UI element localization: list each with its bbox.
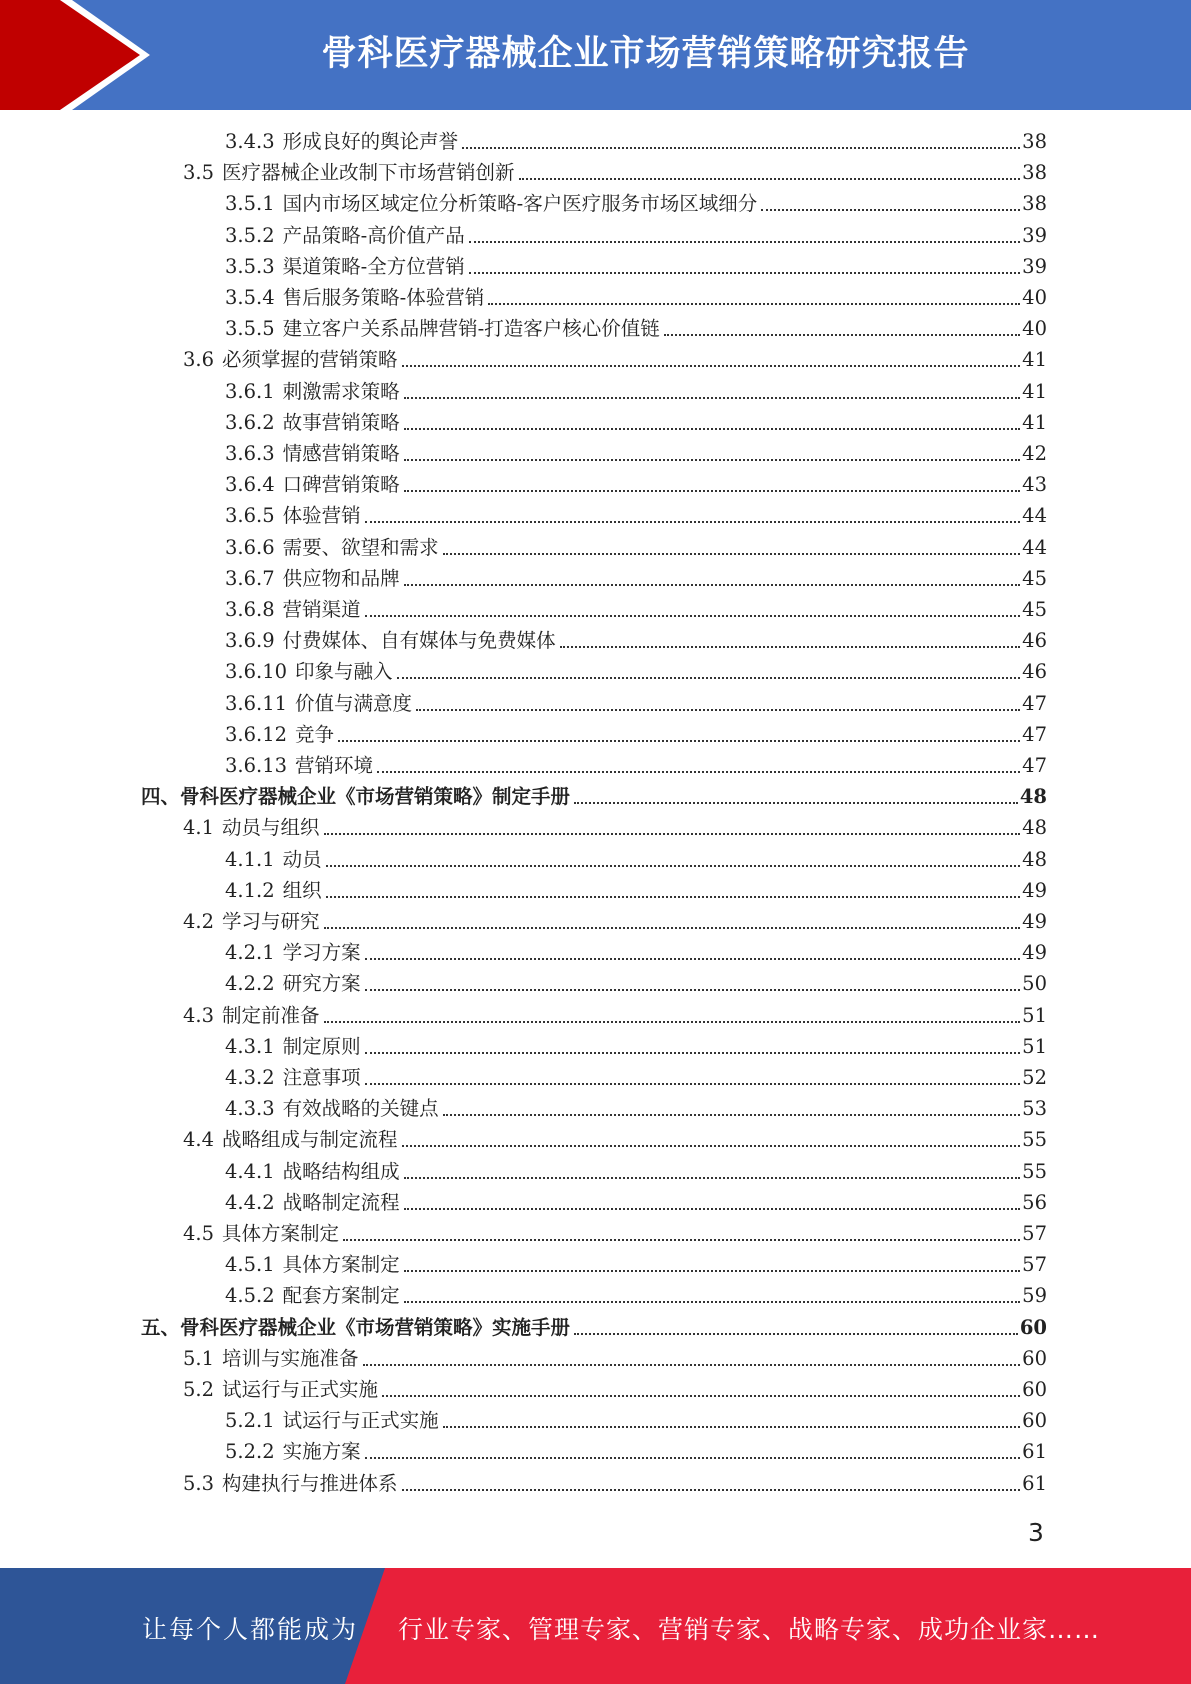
toc-entry-title: 学习方案 — [282, 941, 361, 965]
toc-entry-page: 51 — [1022, 1003, 1047, 1027]
toc-entry[interactable] — [225, 844, 1047, 875]
toc-entry-number: 3.6.9 — [225, 629, 275, 653]
toc-entry-number: 4.5 — [183, 1222, 215, 1245]
toc-entry[interactable] — [225, 1405, 1047, 1436]
toc-entry-number: 5.2.2 — [225, 1440, 275, 1464]
toc-entry-title: 需要、欲望和需求 — [282, 535, 439, 559]
toc-entry-title: 战略组成与制定流程 — [222, 1128, 398, 1152]
toc-entry-number: 3.5.4 — [225, 286, 275, 309]
toc-entry-page: 45 — [1022, 566, 1047, 590]
toc-entry-page: 41 — [1022, 379, 1047, 403]
toc-entry[interactable] — [183, 1468, 1047, 1499]
toc-dot-leader — [324, 927, 1021, 929]
toc-entry[interactable] — [183, 157, 1047, 188]
toc-dot-leader — [443, 1114, 1021, 1116]
toc-dot-leader — [404, 490, 1021, 492]
toc-entry-number: 3.5 — [183, 161, 215, 185]
toc-entry-title: 试运行与正式实施 — [222, 1378, 379, 1401]
toc-entry-number: 5.1 — [183, 1346, 215, 1370]
toc-entry[interactable] — [225, 1280, 1047, 1311]
toc-dot-leader — [402, 365, 1021, 367]
toc-dot-leader — [365, 989, 1021, 991]
toc-dot-leader — [338, 740, 1020, 742]
toc-entry-title: 体验营销 — [282, 504, 361, 528]
toc-entry-number: 3.6.7 — [225, 566, 275, 590]
toc-entry[interactable] — [183, 906, 1047, 937]
toc-entry-page: 59 — [1022, 1284, 1047, 1308]
toc-entry-page: 38 — [1022, 192, 1047, 216]
toc-entry-number: 4.2.1 — [225, 941, 275, 965]
toc-entry-title: 骨科医疗器械企业《市场营销策略》制定手册 — [180, 785, 571, 809]
toc-entry[interactable] — [225, 532, 1047, 563]
toc-entry[interactable] — [225, 1093, 1047, 1124]
toc-entry[interactable] — [225, 1436, 1047, 1467]
toc-dot-leader — [404, 1208, 1021, 1210]
toc-entry[interactable] — [225, 1187, 1047, 1218]
toc-entry-title: 制定原则 — [282, 1034, 361, 1058]
header-arrow-icon — [0, 0, 160, 110]
toc-entry-title: 产品策略-高价值产品 — [282, 223, 465, 247]
toc-entry[interactable] — [225, 1062, 1047, 1093]
toc-entry-page: 48 — [1022, 847, 1047, 871]
toc-dot-leader — [402, 1145, 1021, 1147]
toc-entry[interactable] — [225, 968, 1047, 999]
toc-entry-title: 印象与融入 — [295, 660, 393, 684]
toc-dot-leader — [324, 833, 1021, 835]
toc-entry-title: 必须掌握的营销策略 — [222, 348, 398, 372]
toc-dot-leader — [326, 896, 1021, 898]
toc-entry[interactable] — [183, 1343, 1047, 1374]
toc-entry[interactable] — [183, 1000, 1047, 1031]
toc-dot-leader — [404, 584, 1021, 586]
toc-entry-page: 41 — [1022, 410, 1047, 434]
toc-entry[interactable] — [225, 376, 1047, 407]
toc-entry-page: 47 — [1022, 722, 1047, 746]
toc-entry-number: 4.4.2 — [225, 1190, 275, 1214]
toc-dot-leader — [404, 459, 1021, 461]
toc-entry-title: 动员 — [282, 847, 322, 871]
toc-entry-title: 有效战略的关键点 — [282, 1097, 439, 1121]
toc-entry-page: 47 — [1022, 754, 1047, 777]
toc-entry-number: 4.5.1 — [225, 1253, 275, 1277]
toc-entry-page: 49 — [1022, 878, 1047, 902]
toc-entry[interactable] — [225, 1156, 1047, 1187]
toc-entry-page: 55 — [1022, 1159, 1047, 1183]
toc-entry-page: 39 — [1022, 254, 1047, 278]
toc-entry-page: 49 — [1022, 910, 1047, 933]
toc-entry-number: 4.2 — [183, 910, 215, 933]
toc-entry-number: 3.5.3 — [225, 254, 275, 278]
toc-entry-page: 40 — [1022, 286, 1047, 309]
toc-entry[interactable] — [225, 500, 1047, 531]
toc-dot-leader — [519, 178, 1021, 180]
toc-entry-number: 3.6.3 — [225, 442, 275, 465]
toc-entry-page: 44 — [1022, 504, 1047, 528]
toc-entry-title: 配套方案制定 — [282, 1284, 400, 1308]
toc-entry[interactable] — [141, 781, 1047, 812]
toc-dot-leader — [343, 1239, 1020, 1241]
toc-entry-title: 竞争 — [295, 722, 335, 746]
toc-dot-leader — [404, 1270, 1021, 1272]
toc-entry[interactable] — [225, 1249, 1047, 1280]
toc-entry[interactable] — [225, 625, 1047, 656]
toc-entry-page: 39 — [1022, 223, 1047, 247]
toc-entry-title: 形成良好的舆论声誉 — [282, 130, 459, 153]
toc-dot-leader — [416, 709, 1020, 711]
toc-entry[interactable] — [225, 875, 1047, 906]
toc-entry[interactable] — [225, 126, 1047, 157]
toc-dot-leader — [469, 241, 1020, 243]
toc-dot-leader — [443, 553, 1021, 555]
toc-entry-page: 46 — [1022, 660, 1047, 684]
toc-entry-page: 45 — [1022, 598, 1047, 621]
toc-entry-number: 4.3.1 — [225, 1034, 275, 1058]
toc-entry-number: 3.6.11 — [225, 691, 288, 715]
toc-entry-number: 5.2 — [183, 1378, 215, 1401]
toc-dot-leader — [397, 677, 1021, 679]
toc-entry-number: 3.6.10 — [225, 660, 288, 684]
toc-dot-leader — [363, 1364, 1021, 1366]
toc-entry-page: 61 — [1022, 1440, 1047, 1464]
toc-dot-leader — [488, 303, 1020, 305]
toc-entry[interactable] — [225, 282, 1047, 313]
toc-entry-page: 61 — [1022, 1471, 1047, 1495]
toc-entry-title: 营销环境 — [295, 754, 374, 777]
toc-entry[interactable] — [225, 594, 1047, 625]
toc-entry-title: 营销渠道 — [282, 598, 361, 621]
toc-entry[interactable] — [141, 1312, 1047, 1343]
toc-entry-number: 4.3.3 — [225, 1097, 275, 1121]
toc-entry-number: 4.1.1 — [225, 847, 275, 871]
footer-tagline: 行业专家、管理专家、营销专家、战略专家、成功企业家…… — [398, 1615, 1101, 1644]
toc-entry[interactable] — [183, 812, 1047, 843]
toc-entry-title: 注意事项 — [282, 1066, 361, 1089]
toc-entry-page: 46 — [1022, 629, 1047, 653]
toc-entry-number: 四、 — [141, 785, 181, 809]
toc-entry-number: 4.4.1 — [225, 1159, 275, 1183]
toc-entry-page: 50 — [1022, 972, 1047, 996]
toc-entry-title: 培训与实施准备 — [222, 1346, 359, 1370]
toc-entry-page: 49 — [1022, 941, 1047, 965]
toc-entry-title: 口碑营销策略 — [282, 473, 400, 497]
toc-entry-number: 3.6.13 — [225, 754, 288, 777]
toc-entry[interactable] — [225, 656, 1047, 687]
toc-entry-title: 实施方案 — [282, 1440, 361, 1464]
toc-entry-number: 3.6.2 — [225, 410, 275, 434]
toc-dot-leader — [377, 771, 1020, 773]
toc-dot-leader — [560, 646, 1021, 648]
footer-slogan: 让每个人都能成为 — [142, 1615, 359, 1644]
toc-entry-page: 38 — [1022, 161, 1047, 185]
toc-entry-number: 3.6.5 — [225, 504, 275, 528]
page-footer — [0, 1568, 1191, 1684]
toc-entry-page: 38 — [1022, 130, 1047, 153]
toc-dot-leader — [365, 615, 1021, 617]
toc-entry-page: 40 — [1022, 317, 1047, 341]
toc-entry[interactable] — [225, 688, 1047, 719]
toc-entry-title: 建立客户关系品牌营销-打造客户核心价值链 — [282, 317, 660, 341]
toc-entry-title: 试运行与正式实施 — [282, 1409, 439, 1433]
toc-dot-leader — [404, 428, 1021, 430]
toc-entry-page: 60 — [1022, 1346, 1047, 1370]
toc-entry-title: 研究方案 — [282, 972, 361, 996]
page-number: 3 — [1028, 1518, 1044, 1547]
toc-dot-leader — [443, 1426, 1021, 1428]
toc-entry[interactable] — [225, 438, 1047, 469]
toc-entry-title: 制定前准备 — [222, 1003, 320, 1027]
toc-entry-number: 4.2.2 — [225, 972, 275, 996]
toc-entry-number: 3.6.8 — [225, 598, 275, 621]
toc-entry-page: 53 — [1022, 1097, 1047, 1121]
toc-entry-number: 3.6.1 — [225, 379, 275, 403]
toc-entry-title: 动员与组织 — [222, 816, 320, 840]
toc-entry-page: 52 — [1022, 1066, 1047, 1089]
toc-entry-title: 战略制定流程 — [282, 1190, 400, 1214]
toc-entry-page: 55 — [1022, 1128, 1047, 1152]
toc-entry-title: 故事营销策略 — [282, 410, 400, 434]
toc-entry[interactable] — [183, 1218, 1047, 1249]
toc-entry-title: 具体方案制定 — [282, 1253, 400, 1277]
toc-entry-title: 学习与研究 — [222, 910, 320, 933]
toc-entry-title: 刺激需求策略 — [282, 379, 400, 403]
toc-entry-page: 48 — [1022, 816, 1047, 840]
toc-entry[interactable] — [225, 719, 1047, 750]
toc-dot-leader — [404, 397, 1021, 399]
toc-entry-title: 战略结构组成 — [282, 1159, 400, 1183]
toc-entry-title: 骨科医疗器械企业《市场营销策略》实施手册 — [180, 1315, 571, 1339]
toc-entry-title: 组织 — [282, 878, 322, 902]
toc-entry[interactable] — [225, 750, 1047, 781]
toc-dot-leader — [365, 1052, 1021, 1054]
toc-entry-number: 4.3 — [183, 1003, 215, 1027]
toc-entry[interactable] — [225, 220, 1047, 251]
toc-entry[interactable] — [225, 937, 1047, 968]
toc-entry-number: 3.6.12 — [225, 722, 288, 746]
toc-entry-page: 51 — [1022, 1034, 1047, 1058]
toc-entry[interactable] — [183, 1374, 1047, 1405]
toc-dot-leader — [402, 1489, 1021, 1491]
toc-entry-page: 57 — [1022, 1222, 1047, 1245]
toc-entry-title: 构建执行与推进体系 — [222, 1471, 398, 1495]
toc-entry[interactable] — [183, 344, 1047, 375]
toc-entry-number: 3.6.4 — [225, 473, 275, 497]
toc-entry-page: 43 — [1022, 473, 1047, 497]
toc-dot-leader — [404, 1177, 1021, 1179]
toc-entry[interactable] — [225, 188, 1047, 219]
toc-entry[interactable] — [225, 313, 1047, 344]
toc-dot-leader — [365, 521, 1021, 523]
toc-dot-leader — [365, 958, 1021, 960]
toc-entry-page: 56 — [1022, 1190, 1047, 1214]
toc-entry-page: 60 — [1022, 1378, 1047, 1401]
toc-entry-number: 五、 — [141, 1315, 181, 1339]
toc-entry-number: 3.6.6 — [225, 535, 275, 559]
toc-entry-page: 60 — [1022, 1409, 1047, 1433]
toc-dot-leader — [462, 147, 1020, 149]
toc-entry-number: 5.3 — [183, 1471, 215, 1495]
toc-entry-number: 4.3.2 — [225, 1066, 275, 1089]
toc-entry[interactable] — [225, 251, 1047, 282]
toc-entry-page: 48 — [1019, 785, 1047, 809]
toc-dot-leader — [365, 1457, 1021, 1459]
toc-dot-leader — [664, 334, 1020, 336]
toc-entry-title: 供应物和品牌 — [282, 566, 400, 590]
toc-dot-leader — [761, 209, 1020, 211]
toc-dot-leader — [574, 802, 1018, 804]
toc-dot-leader — [382, 1395, 1020, 1397]
toc-entry-number: 4.1 — [183, 816, 215, 840]
toc-entry[interactable] — [225, 469, 1047, 500]
toc-entry-title: 付费媒体、自有媒体与免费媒体 — [282, 629, 556, 653]
toc-entry[interactable] — [183, 1124, 1047, 1155]
toc-entry-number: 3.5.5 — [225, 317, 275, 341]
toc-dot-leader — [326, 865, 1021, 867]
toc-entry-title: 售后服务策略-体验营销 — [282, 286, 485, 309]
toc-entry[interactable] — [225, 407, 1047, 438]
toc-entry-page: 42 — [1022, 442, 1047, 465]
toc-entry-title: 国内市场区域定位分析策略-客户医疗服务市场区域细分 — [282, 192, 758, 216]
toc-entry-title: 具体方案制定 — [222, 1222, 340, 1245]
toc-entry-number: 3.5.2 — [225, 223, 275, 247]
toc-entry-number: 4.4 — [183, 1128, 215, 1152]
toc-entry-number: 4.1.2 — [225, 878, 275, 902]
toc-entry-number: 3.5.1 — [225, 192, 275, 216]
toc-entry[interactable] — [225, 1031, 1047, 1062]
toc-entry-page: 60 — [1019, 1315, 1047, 1339]
toc-entry-number: 5.2.1 — [225, 1409, 275, 1433]
report-title: 骨科医疗器械企业市场营销策略研究报告 — [321, 34, 970, 74]
toc-dot-leader — [365, 1083, 1021, 1085]
toc-entry-title: 医疗器械企业改制下市场营销创新 — [222, 161, 515, 185]
toc-entry-title: 情感营销策略 — [282, 442, 400, 465]
toc-entry-page: 44 — [1022, 535, 1047, 559]
toc-entry-number: 4.5.2 — [225, 1284, 275, 1308]
toc-dot-leader — [574, 1333, 1018, 1335]
toc-entry-number: 3.4.3 — [225, 130, 275, 153]
toc-entry-page: 47 — [1022, 691, 1047, 715]
toc-entry-number: 3.6 — [183, 348, 215, 372]
toc-entry-page: 57 — [1022, 1253, 1047, 1277]
toc-entry-title: 价值与满意度 — [295, 691, 413, 715]
toc-entry-page: 41 — [1022, 348, 1047, 372]
toc-dot-leader — [404, 1301, 1021, 1303]
toc-entry[interactable] — [225, 563, 1047, 594]
toc-entry-title: 渠道策略-全方位营销 — [282, 254, 465, 278]
toc-dot-leader — [324, 1021, 1021, 1023]
page-header — [0, 0, 1191, 110]
toc-dot-leader — [469, 272, 1020, 274]
